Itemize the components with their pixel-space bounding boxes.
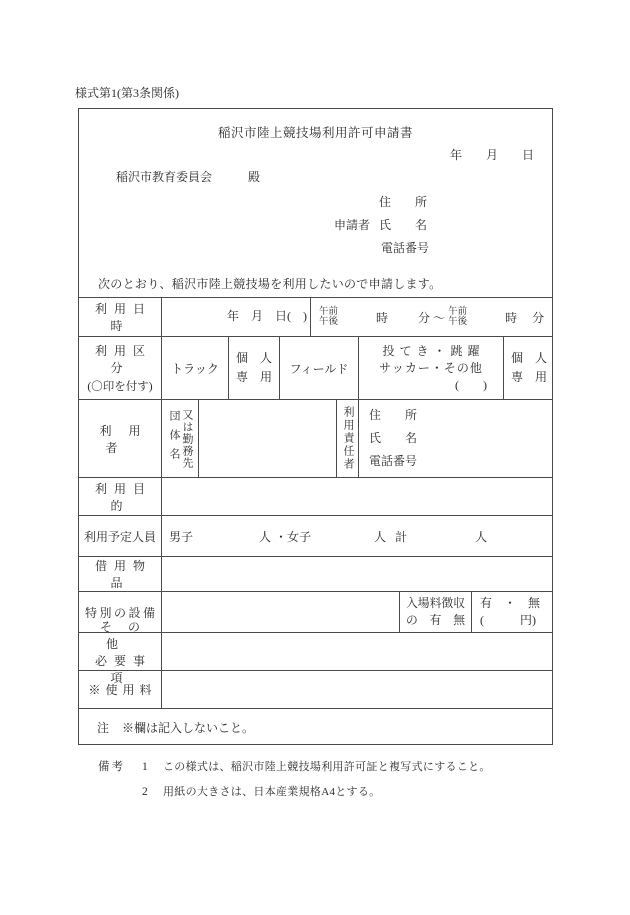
personal-line: 専 用 xyxy=(235,370,272,384)
label-other-items xyxy=(79,619,161,685)
remark-number: 2 xyxy=(142,786,148,798)
usage-fee-field xyxy=(161,671,552,708)
other-label-line: 必要事項 xyxy=(94,653,152,685)
personal-line: 専 用 xyxy=(510,370,547,384)
option-personal-1 xyxy=(228,337,279,399)
label-user: 利用者 xyxy=(99,423,158,455)
applicant-address-line xyxy=(334,191,429,214)
am-pm-stack xyxy=(448,307,467,328)
org-name-header xyxy=(161,400,198,477)
hour-label: 時 xyxy=(505,310,518,325)
applicant-phone-label: 電話番号 xyxy=(381,241,430,255)
label-expected-people: 利用予定人員 xyxy=(83,529,156,544)
row-use-datetime xyxy=(79,297,552,336)
am-pm-stack xyxy=(319,307,338,328)
org-name-field xyxy=(198,400,336,477)
form-title: 稲沢市陸上競技場利用許可申請書 xyxy=(217,126,413,140)
addressee-line xyxy=(116,168,260,185)
admission-line: 入場料徴収 xyxy=(406,596,465,610)
responsible-person-label: 利用責任者 xyxy=(342,406,354,471)
remarks-block xyxy=(98,755,491,805)
row-borrowed-items xyxy=(79,556,552,591)
applicant-prefix: 申請者 xyxy=(334,218,371,232)
responsible-person-header xyxy=(336,400,358,477)
form-number: 様式第1(第3条関係) xyxy=(75,86,179,100)
label-usage-fee: ※使用料 xyxy=(88,683,157,697)
female-label: ・女子 xyxy=(275,529,312,544)
label-borrowed-items: 借用物品 xyxy=(94,559,152,590)
option-other-events xyxy=(358,337,503,399)
minute-label: 分 xyxy=(418,310,431,325)
am-label: 午前 xyxy=(319,306,339,317)
yes-no-line: 有 ・ 無 xyxy=(480,596,541,610)
spacer xyxy=(334,237,381,260)
remark-item xyxy=(98,755,491,780)
form-header xyxy=(79,109,552,297)
male-label: 男子 xyxy=(169,529,194,544)
category-label-sub: (〇印を付す) xyxy=(87,381,153,393)
row-user xyxy=(79,399,552,477)
responsible-person-fields xyxy=(358,400,554,477)
label-use-datetime: 利用日時 xyxy=(94,302,152,333)
personal-line: 個 人 xyxy=(235,351,272,365)
remark-item xyxy=(98,780,491,805)
remark-text: 用紙の大きさは、日本産業規格A4とする。 xyxy=(163,786,381,798)
intro-statement: 次のとおり、稲沢市陸上競技場を利用したいので申請します。 xyxy=(98,277,442,291)
applicant-name-label: 氏 名 xyxy=(379,218,428,232)
row-use-category xyxy=(79,336,552,399)
org-name-label: 団体名 xyxy=(168,410,180,467)
applicant-phone-line xyxy=(334,237,429,260)
yen-amount-line: ( 円) xyxy=(480,613,536,627)
row-purpose xyxy=(79,477,552,515)
option-field: フィールド xyxy=(279,337,358,399)
am-label: 午前 xyxy=(448,306,468,317)
people-count-field xyxy=(161,516,552,556)
row-usage-fee xyxy=(79,670,552,708)
label-purpose: 利用目的 xyxy=(94,481,152,513)
tilde: ～ xyxy=(433,310,446,325)
applicant-block xyxy=(334,191,429,260)
pm-label: 午後 xyxy=(448,317,468,327)
person-unit: 人 xyxy=(475,529,488,544)
minute-label: 分 xyxy=(532,310,545,325)
admission-yes-no-field xyxy=(471,592,554,632)
user-address-label: 住 所 xyxy=(369,408,418,422)
category-label-main: 利用区分 xyxy=(94,344,152,375)
person-unit: 人 xyxy=(259,529,272,544)
spacer xyxy=(334,191,379,214)
purpose-field xyxy=(161,478,552,515)
user-phone-label: 電話番号 xyxy=(369,454,418,468)
applicant-name-line xyxy=(334,214,429,237)
soccer-other-line: サッカー・その他 xyxy=(379,360,483,375)
user-name-label: 氏 名 xyxy=(369,431,418,445)
remarks-label-spacer xyxy=(98,780,142,805)
personal-line: 個 人 xyxy=(510,351,547,365)
special-equipment-field xyxy=(161,592,399,632)
remarks-label: 備考 xyxy=(98,761,125,773)
other-label-line: その他 xyxy=(99,619,156,651)
label-use-category xyxy=(79,337,161,399)
applicant-address-label: 住 所 xyxy=(379,195,428,209)
option-personal-2 xyxy=(503,337,554,399)
date-field: 年 月 日( ) xyxy=(161,298,310,336)
other-paren-field: ( ) xyxy=(455,377,487,392)
addressee-honorific: 殿 xyxy=(248,170,261,184)
row-expected-people xyxy=(79,515,552,556)
label-special-equipment: 特別の設備 xyxy=(84,605,158,620)
note-prefix: 注 xyxy=(97,720,110,735)
other-items-field xyxy=(161,633,552,670)
note-text: ※欄は記入しないこと。 xyxy=(122,720,255,735)
borrowed-items-field xyxy=(161,557,552,591)
pm-label: 午後 xyxy=(319,317,339,327)
row-note xyxy=(79,708,552,745)
remark-text: この様式は、稲沢市陸上競技場利用許可証と複写式にすること。 xyxy=(163,761,491,773)
application-form-box xyxy=(78,108,553,745)
or-workplace-label: 又は勤務先 xyxy=(181,408,193,469)
throw-jump-line: 投てき・跳躍 xyxy=(382,343,485,358)
remark-number: 1 xyxy=(142,761,148,773)
date-line: 年 月 日 xyxy=(449,148,534,162)
addressee: 稲沢市教育委員会 xyxy=(116,170,213,184)
hour-label: 時 xyxy=(376,310,389,325)
option-track: トラック xyxy=(161,337,228,399)
person-unit: 人 xyxy=(374,529,387,544)
admission-fee-header xyxy=(399,592,471,632)
time-field xyxy=(310,298,554,336)
total-label: 計 xyxy=(395,529,408,544)
admission-line: の 有 無 xyxy=(406,613,465,627)
